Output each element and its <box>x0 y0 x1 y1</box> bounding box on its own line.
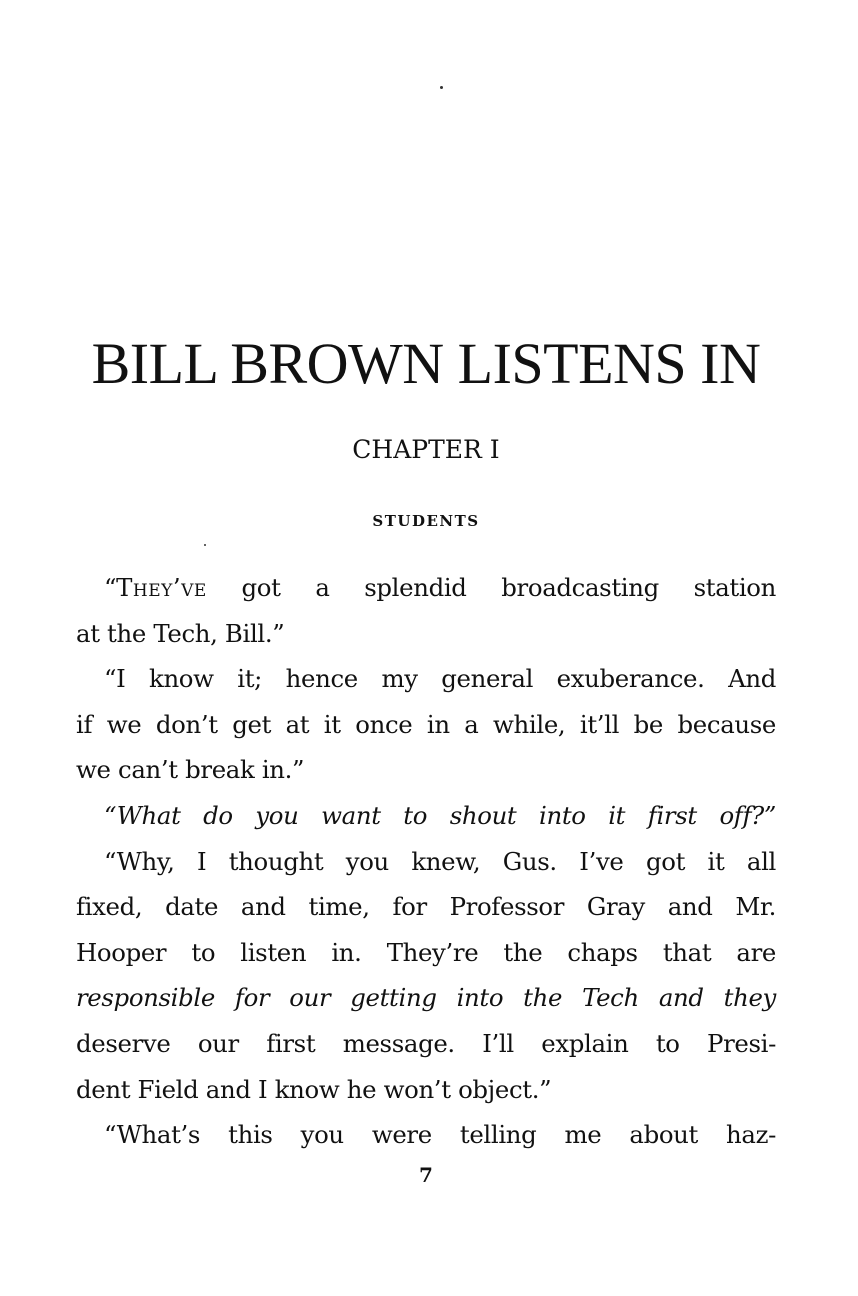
text-line: “What’s this you were telling me about haz- <box>104 1120 776 1150</box>
chapter-body <box>76 565 776 1158</box>
book-title: BILL BROWN LISTENS IN <box>91 331 761 396</box>
text-line: we can’t break in.” <box>76 755 305 785</box>
text-line: responsible for our getting into the Tech and they <box>76 983 776 1013</box>
text-line: “I know it; hence my general exuberance. And <box>104 664 776 694</box>
chapter-number: CHAPTER I <box>352 435 500 464</box>
print-speck <box>204 544 206 546</box>
text-line: at the Tech, Bill.” <box>76 618 285 648</box>
small-caps-word: They’ve <box>116 573 207 602</box>
text-line: fixed, date and time, for Professor Gray and Mr. <box>76 892 776 922</box>
text-line: “They’ve got a splendid broadcasting station <box>104 573 776 602</box>
text-line: deserve our first message. I’ll explain to Presi- <box>76 1028 776 1058</box>
text-line: dent Field and I know he won’t object.” <box>76 1074 552 1104</box>
text-line: “Why, I thought you knew, Gus. I’ve got it all <box>104 846 776 876</box>
text-line: Hooper to listen in. They’re the chaps that are <box>76 937 776 967</box>
print-speck <box>440 86 443 89</box>
text-line: “What do you want to shout into it first off?” <box>104 800 776 830</box>
text-line: if we don’t get at it once in a while, it’ll be because <box>76 709 776 739</box>
chapter-title: STUDENTS <box>372 512 480 530</box>
page-number: 7 <box>419 1163 433 1187</box>
